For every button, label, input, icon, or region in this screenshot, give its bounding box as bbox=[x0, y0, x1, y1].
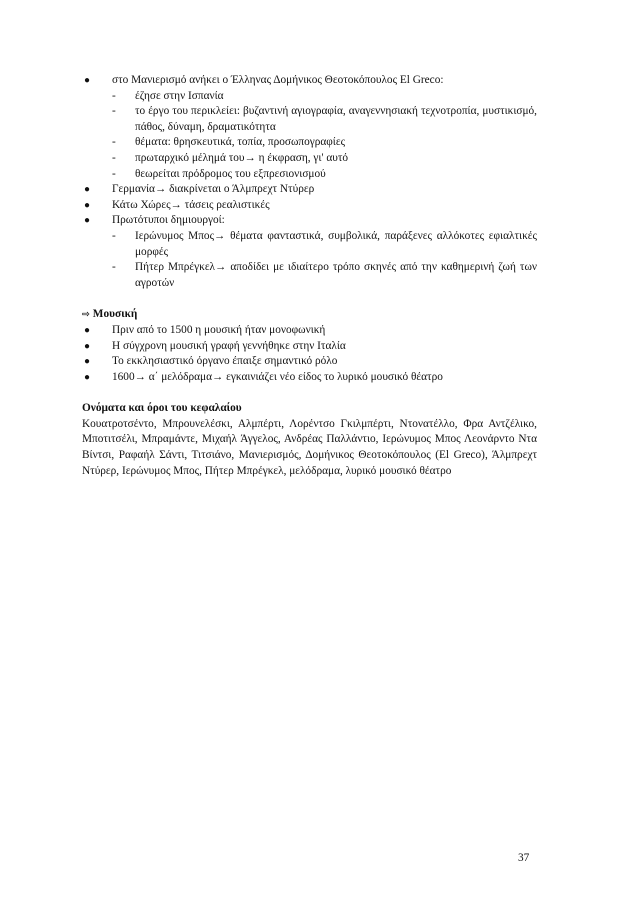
bullet-item-germany bbox=[82, 182, 537, 198]
bullet-item-creators bbox=[82, 213, 537, 229]
dash-text: θέματα: θρησκευτικά, τοπία, προσωπογραφίες bbox=[135, 136, 346, 149]
bullet-text: στο Μανιερισμό ανήκει ο Έλληνας Δομήνικος Θεοτοκόπουλος El Greco: bbox=[112, 74, 444, 86]
dash-text: το έργο του περικλείει: βυζαντινή αγιογραφία, αναγεννησιακή τεχνοτροπία, μυστικισμό, πάθος, δύναμη, δραματικότητα bbox=[135, 105, 537, 133]
bullet-marker: ● bbox=[84, 324, 91, 336]
bullet-marker: ● bbox=[84, 356, 91, 368]
music-bullet bbox=[82, 354, 537, 370]
music-heading-text: Μουσική bbox=[92, 308, 138, 321]
bullet-text: 1600→ α΄ μελόδραμα→ εγκαινιάζει νέο είδος το λυρικό μουσικό θέατρο bbox=[112, 370, 443, 383]
dash-item bbox=[112, 151, 537, 167]
music-bullet bbox=[82, 323, 537, 339]
bullet-text: Πρωτότυποι δημιουργοί: bbox=[112, 214, 225, 227]
music-bullet bbox=[82, 339, 537, 355]
dash-text: πρωταρχικό μέλημά του→ η έκφραση, γι' αυτό bbox=[135, 151, 349, 164]
bullet-text: Πριν από το 1500 η μουσική ήταν μονοφωνική bbox=[112, 323, 326, 336]
spacer bbox=[82, 291, 537, 307]
terms-text: Κουατροτσέντο, Μπρουνελέσκι, Αλμπέρτι, Λορέντσο Γκιλμπέρτι, Ντονατέλλο, Φρα Αντζέλικο, Μποτιτσέλι, Μπραμάντε, Μιχαήλ Άγγελος, Ανδρέας Παλλάντιο, Ιερώνυμος Μπος Λεονάρντο Ντα Βίντσι, Ραφαήλ Σάντι, Τιτσιάνο, Μανιερισμός, Δομήνικος Θεοτοκόπουλος (El Greco), Άλμπρεχτ Ντύρερ, Ιερώνυμος Μπος, Πήτερ Μπρέγκελ, μελόδραμα, λυρικό μουσικό θέατρο bbox=[82, 417, 537, 477]
page-number: 37 bbox=[518, 852, 530, 864]
bullet-marker: ● bbox=[84, 199, 91, 211]
bullet-text: Γερμανία→ διακρίνεται ο Άλμπρεχτ Ντύρερ bbox=[112, 183, 315, 196]
bullet-text: Κάτω Χώρες→ τάσεις ρεαλιστικές bbox=[112, 198, 270, 211]
bullet-marker: ● bbox=[84, 371, 91, 383]
dash-marker: - bbox=[112, 229, 116, 242]
dash-item bbox=[112, 260, 537, 291]
bullet-text: Η σύγχρονη μουσική γραφή γεννήθηκε στην Ιταλία bbox=[112, 339, 346, 352]
bullet-text: Το εκκλησιαστικό όργανο έπαιξε σημαντικό ρόλο bbox=[112, 355, 338, 368]
dash-marker: - bbox=[112, 136, 116, 149]
spacer bbox=[82, 385, 537, 401]
bullet-marker: ● bbox=[84, 215, 91, 227]
dash-text: θεωρείται πρόδρομος του εξπρεσιονισμού bbox=[135, 167, 326, 180]
dash-text: Ιερώνυμος Μπος→ θέματα φανταστικά, συμβολικά, παράξενες αλλόκοτες εφιαλτικές μορφές bbox=[135, 229, 537, 258]
dash-marker: - bbox=[112, 151, 116, 164]
music-bullet bbox=[82, 370, 537, 386]
dash-text: έζησε στην Ισπανία bbox=[135, 89, 224, 102]
dash-item bbox=[112, 229, 537, 260]
bullet-marker: ● bbox=[84, 340, 91, 352]
dash-marker: - bbox=[112, 89, 116, 102]
dash-item bbox=[112, 167, 537, 183]
dash-item bbox=[112, 89, 537, 105]
dash-item bbox=[112, 104, 537, 135]
bullet-item-el-greco bbox=[82, 73, 537, 89]
bullet-marker: ● bbox=[84, 184, 91, 196]
bullet-marker: ● bbox=[84, 75, 91, 86]
dash-marker: - bbox=[112, 261, 116, 274]
terms-heading: Ονόματα και όροι του κεφαλαίου bbox=[82, 402, 242, 415]
dash-marker: - bbox=[112, 105, 116, 118]
dash-marker: - bbox=[112, 167, 116, 180]
dash-item bbox=[112, 135, 537, 151]
bullet-item-low-countries bbox=[82, 198, 537, 214]
dash-text: Πήτερ Μπρέγκελ→ αποδίδει με ιδιαίτερο τρόπο σκηνές από την καθημερινή ζωή των αγροτών bbox=[135, 261, 537, 289]
page-content bbox=[82, 73, 537, 479]
arrow-right-icon: ⇨ bbox=[82, 309, 90, 321]
music-heading bbox=[82, 307, 537, 323]
